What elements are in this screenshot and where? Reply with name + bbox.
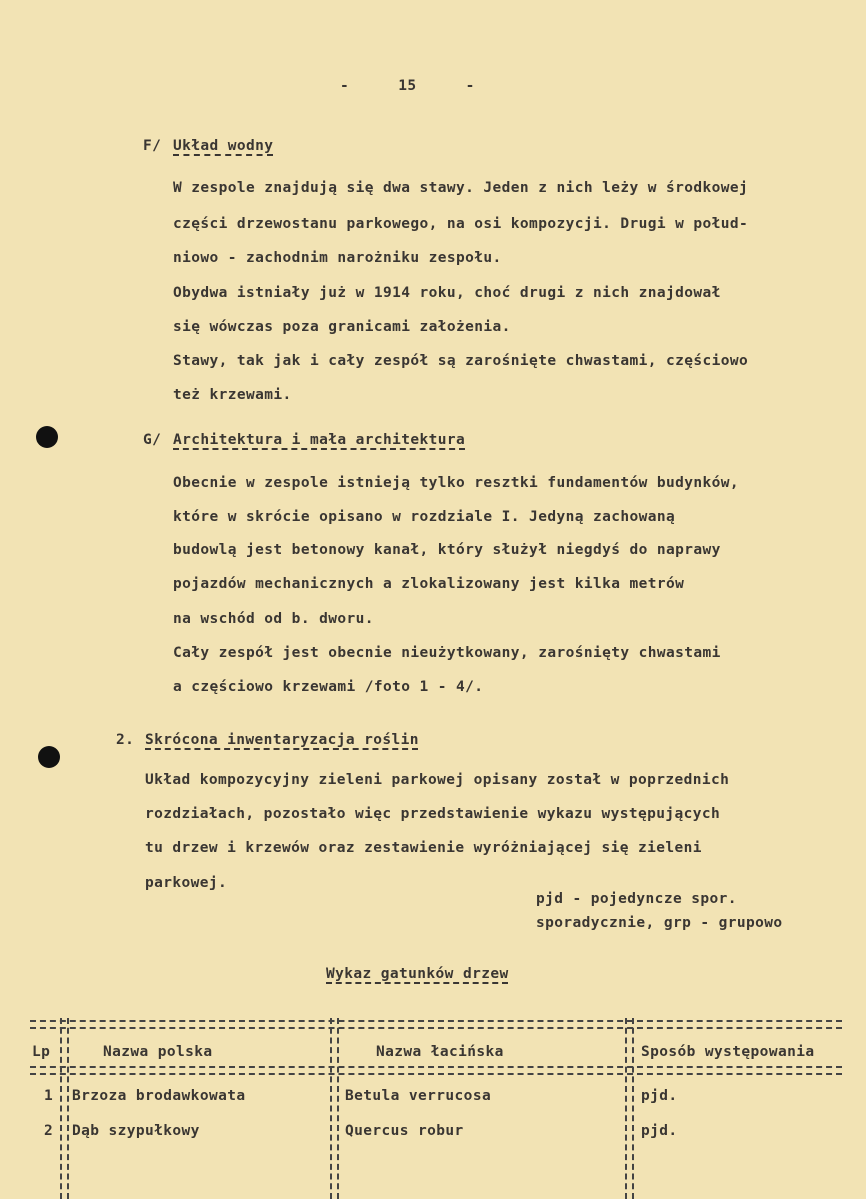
paragraph-line: się wówczas poza granicami założenia. bbox=[173, 319, 511, 335]
paragraph-line: na wschód od b. dworu. bbox=[173, 611, 374, 627]
table-cell-polish-name: Brzoza brodawkowata bbox=[72, 1088, 246, 1104]
section-2-heading: Skrócona inwentaryzacja roślin bbox=[145, 732, 419, 748]
paragraph-line: Cały zespół jest obecnie nieużytkowany, zarośnięty chwastami bbox=[173, 645, 721, 661]
paragraph-line: W zespole znajdują się dwa stawy. Jeden z nich leży w środkowej bbox=[173, 180, 749, 196]
paragraph-line: budowlą jest betonowy kanał, który służył niegdyś do naprawy bbox=[173, 542, 721, 558]
table-header-cell: Lp bbox=[32, 1044, 51, 1060]
legend-line: sporadycznie, grp - grupowo bbox=[536, 915, 783, 931]
section-f-heading: Układ wodny bbox=[173, 138, 274, 154]
paragraph-line: tu drzew i krzewów oraz zestawienie wyróżniającej się zieleni bbox=[145, 840, 702, 856]
paragraph-line: Stawy, tak jak i cały zespół są zarośnięte chwastami, częściowo bbox=[173, 353, 749, 369]
table-cell-polish-name: Dąb szypułkowy bbox=[72, 1123, 200, 1139]
punch-hole-mark bbox=[38, 746, 60, 768]
paragraph-line: części drzewostanu parkowego, na osi kompozycji. Drugi w połud- bbox=[173, 216, 749, 232]
paragraph-line: które w skrócie opisano w rozdziale I. Jedyną zachowaną bbox=[173, 509, 676, 525]
column-divider bbox=[625, 1018, 634, 1199]
paragraph-line: niowo - zachodnim narożniku zespołu. bbox=[173, 250, 502, 266]
paragraph-line: też krzewami. bbox=[173, 387, 292, 403]
table-header-cell: Nazwa łacińska bbox=[376, 1044, 504, 1060]
page-number: - 15 - bbox=[340, 78, 475, 94]
column-divider bbox=[330, 1018, 339, 1199]
paragraph-line: a częściowo krzewami /foto 1 - 4/. bbox=[173, 679, 484, 695]
table-top-rule bbox=[30, 1020, 842, 1029]
table-cell-latin-name: Betula verrucosa bbox=[345, 1088, 492, 1104]
table-cell-occurrence: pjd. bbox=[641, 1123, 678, 1139]
table-header-cell: Sposób występowania bbox=[641, 1044, 815, 1060]
column-divider bbox=[60, 1018, 69, 1199]
table-cell-lp: 2 bbox=[44, 1123, 54, 1139]
paragraph-line: Układ kompozycyjny zieleni parkowej opisany został w poprzednich bbox=[145, 772, 730, 788]
paragraph-line: Obydwa istniały już w 1914 roku, choć drugi z nich znajdował bbox=[173, 285, 721, 301]
table-title: Wykaz gatunków drzew bbox=[326, 966, 509, 982]
section-f-label: F/ bbox=[143, 138, 162, 154]
paragraph-line: Obecnie w zespole istnieją tylko resztki fundamentów budynków, bbox=[173, 475, 740, 491]
table-cell-lp: 1 bbox=[44, 1088, 54, 1104]
species-table bbox=[30, 1018, 842, 1199]
paragraph-line: pojazdów mechanicznych a zlokalizowany jest kilka metrów bbox=[173, 576, 685, 592]
paragraph-line: parkowej. bbox=[145, 875, 228, 891]
table-header-rule bbox=[30, 1066, 842, 1075]
section-g-label: G/ bbox=[143, 432, 162, 448]
section-2-label: 2. bbox=[116, 732, 135, 748]
section-g-heading: Architektura i mała architektura bbox=[173, 432, 466, 448]
table-header-cell: Nazwa polska bbox=[103, 1044, 213, 1060]
punch-hole-mark bbox=[36, 426, 58, 448]
table-cell-occurrence: pjd. bbox=[641, 1088, 678, 1104]
table-cell-latin-name: Quercus robur bbox=[345, 1123, 464, 1139]
paragraph-line: rozdziałach, pozostało więc przedstawienie wykazu występujących bbox=[145, 806, 721, 822]
legend-line: pjd - pojedyncze spor. bbox=[536, 891, 737, 907]
